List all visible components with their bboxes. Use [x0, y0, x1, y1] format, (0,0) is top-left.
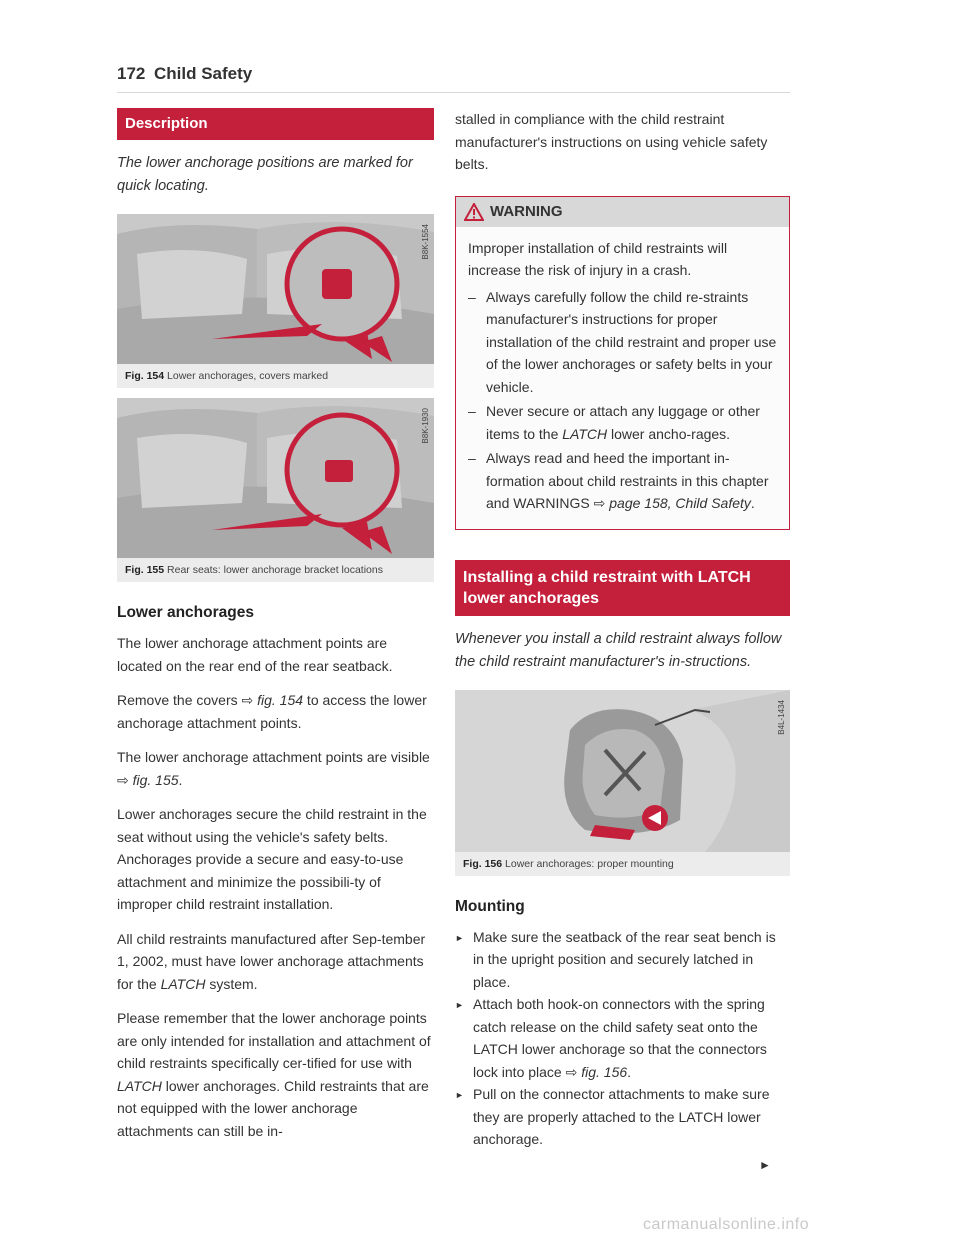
figure-155-code: B8K-1930 [421, 408, 430, 444]
figure-154-code: B8K-1554 [421, 224, 430, 260]
description-intro: The lower anchorage positions are marked for quick locating. [117, 155, 413, 194]
warning-item-2: – Never secure or attach any luggage or other items to the LATCH lower ancho-rages. [468, 400, 777, 445]
warning-item-1: – Always carefully follow the child re-straints manufacturer's instructions for proper installation of the child restraint and proper use of the lower anchorages or safety belts in your vehicle. [468, 286, 777, 399]
chapter-title: Child Safety [154, 64, 253, 83]
paragraph-1: The lower anchorage attachment points are located on the rear end of the rear seatback. [117, 635, 393, 674]
warning-header [456, 197, 789, 227]
right-column [455, 108, 790, 1151]
fig-156-link[interactable]: ⇨ fig. 156 [565, 1063, 628, 1080]
step-1: ► Make sure the seatback of the rear seat bench is in the upright position and securely latched in place. [455, 926, 790, 994]
page-158-link[interactable]: ⇨ page 158, Child Safety [593, 495, 751, 511]
figure-156-text: Lower anchorages: proper mounting [505, 857, 674, 870]
subhead-mounting: Mounting [455, 897, 525, 915]
paragraph-4: Lower anchorages secure the child restraint in the seat without using the vehicle's safety belts. Anchorages provide a secure and easy-to-use attachment and minimize the possibili-ty of improper child restraint installation. [117, 806, 427, 912]
figure-156-caption [455, 852, 790, 876]
continue-arrow-icon: ► [759, 1158, 771, 1172]
watermark: carmanualsonline.info [643, 1216, 810, 1233]
continued-text: stalled in compliance with the child restraint manufacturer's instructions on using vehicle safety belts. [455, 111, 768, 172]
figure-156-label: Fig. 156 [463, 857, 503, 870]
mounting-steps [455, 926, 790, 1151]
figure-155-label: Fig. 155 [125, 564, 165, 576]
subhead-lower-anchorages: Lower anchorages [117, 604, 254, 621]
step-3: ► Pull on the connector attachments to make sure they are properly attached to the LATCH lower anchorage. [455, 1083, 790, 1151]
figure-155-caption [117, 558, 434, 582]
figure-155-image [117, 398, 434, 558]
step-2: ► Attach both hook-on connectors with the spring catch release on the child safety seat onto the LATCH lower anchorage so that the connectors lock into place ⇨ fig. 156. [455, 993, 790, 1083]
figure-154-text: Lower anchorages, covers marked [167, 370, 329, 382]
fig-155-link[interactable]: ⇨ fig. 155 [117, 771, 179, 788]
figure-155-text: Rear seats: lower anchorage bracket locations [167, 564, 383, 576]
figure-154-label: Fig. 154 [125, 370, 165, 382]
warning-lead: Improper installation of child restraints will increase the risk of injury in a crash. [468, 239, 728, 278]
paragraph-6: Please remember that the lower anchorage points are only intended for installation and attachment of child restraints specifically cer-tified for use with LATCH lower anchorages. Child restraints that are not equipped with the lower anchorage attachments can still be in- [117, 1010, 431, 1139]
warning-title: WARNING [490, 203, 563, 220]
section-title-installing: Installing a child restraint with LATCH lower anchorages [455, 560, 790, 616]
figure-156-code: B4L-1434 [777, 699, 786, 735]
installing-intro: Whenever you install a child restraint always follow the child restraint manufacturer's in-structions. [455, 630, 782, 670]
section-title-description: Description [117, 108, 434, 140]
warning-item-3: – Always read and heed the important in-formation about child restraints in this chapter and WARNINGS ⇨ page 158, Child Safety. [468, 447, 777, 515]
paragraph-3: The lower anchorage attachment points are visible ⇨ fig. 155. [117, 749, 430, 788]
paragraph-5: All child restraints manufactured after Sep-tember 1, 2002, must have lower anchorage attachments for the LATCH system. [117, 930, 426, 992]
warning-box [455, 196, 790, 530]
page-header [117, 64, 790, 93]
figure-156-image [455, 690, 790, 852]
fig-154-link[interactable]: ⇨ fig. 154 [241, 692, 304, 708]
warning-triangle-icon [464, 203, 484, 221]
paragraph-2: Remove the covers ⇨ fig. 154 to access the lower anchorage attachment points. [117, 692, 427, 731]
warning-body [456, 227, 789, 529]
left-column [117, 108, 434, 1154]
page-number: 172 [117, 64, 146, 83]
figure-154-image [117, 214, 434, 364]
figure-154-caption [117, 364, 434, 388]
